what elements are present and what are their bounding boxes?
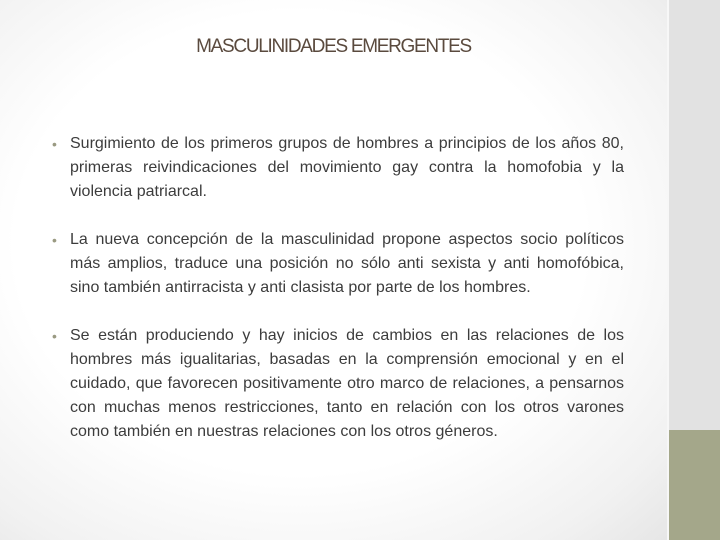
bullet-text: La nueva concepción de la masculinidad propone aspectos socio políticos más amplios, traduce una posición no sólo anti sexista y anti homofóbica, sino también antirracista y anti clasista por parte de los hombres. [70, 231, 624, 296]
bullet-text: Se están produciendo y hay inicios de cambios en las relaciones de los hombres más igualitarias, basadas en la comprensión emocional y en el cuidado, que favorecen positivamente otro marco de relaciones, a pensarnos con muchas menos restricciones, tanto en relación con los otros varones como también en nuestras relaciones con los otros géneros. [70, 327, 624, 440]
bullet-icon: • [52, 328, 57, 344]
bullet-icon: • [52, 136, 57, 152]
bullet-text: Surgimiento de los primeros grupos de hombres a principios de los años 80, primeras reivindicaciones del movimiento gay contra la homofobia y la violencia patriarcal. [70, 135, 624, 200]
side-decor-accent-block [667, 430, 720, 540]
bullet-item [52, 324, 624, 444]
bullet-item [52, 228, 624, 300]
side-divider-line [667, 0, 669, 540]
slide-title: MASCULINIDADES EMERGENTES [196, 36, 471, 57]
bullet-item [52, 132, 624, 204]
bullet-icon: • [52, 232, 57, 248]
bullet-list [52, 132, 624, 468]
